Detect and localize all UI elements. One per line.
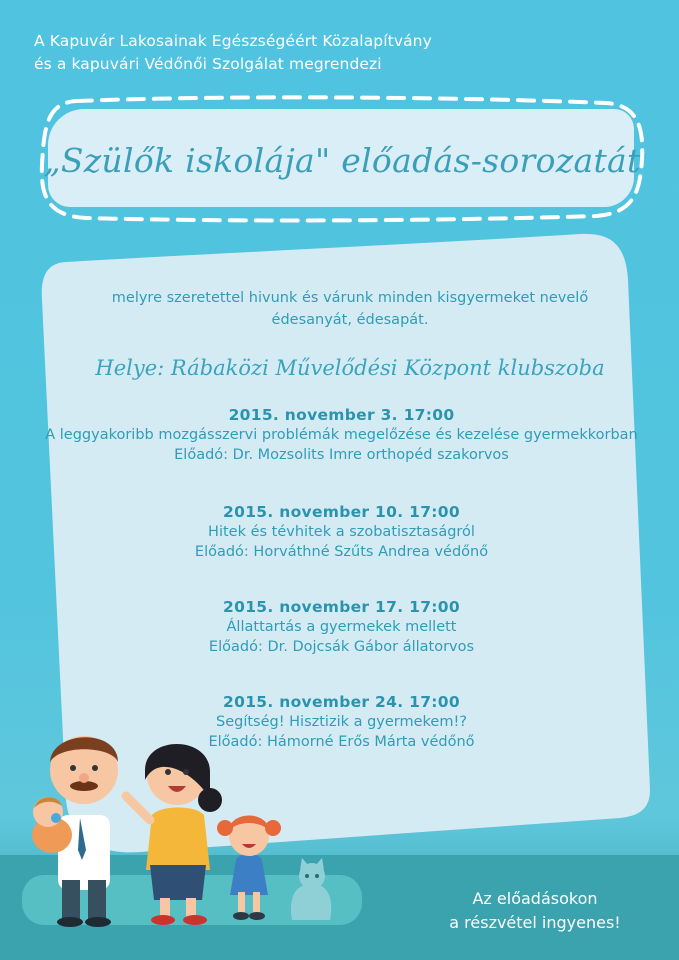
free-line-2: a részvétel ingyenes! xyxy=(449,913,621,932)
event-topic: Állattartás a gyermekek mellett xyxy=(226,619,457,635)
organizer-line-1: A Kapuvár Lakosainak Egészségéért Közalapítvány xyxy=(34,32,432,50)
intro-line-1: melyre szeretettel hivunk és várunk minden kisgyermeket nevelő xyxy=(111,290,589,306)
family-illustration xyxy=(0,700,360,940)
mother-figure xyxy=(126,744,222,925)
event-speaker: Előadó: Dr. Dojcsák Gábor állatorvos xyxy=(208,639,475,655)
event-item xyxy=(20,405,663,465)
event-topic: A leggyakoribb mozgásszervi problémák megelőzése és kezelése gyermekkorban xyxy=(45,427,638,443)
intro-line-2: édesanyát, édesapát. xyxy=(271,312,429,328)
event-topic: Hitek és tévhitek a szobatisztaságról xyxy=(208,524,475,540)
series-title: „Szülők iskolája" előadás-sorozatát xyxy=(43,141,641,180)
intro-text xyxy=(90,287,610,331)
girl-figure xyxy=(217,816,281,921)
venue: Helye: Rábaközi Művelődési Központ klubszoba xyxy=(95,356,605,380)
cat-figure xyxy=(291,858,331,920)
event-topic: Segítség! Hisztizik a gyermekem!? xyxy=(216,714,467,730)
event-speaker: Előadó: Dr. Mozsolits Imre orthopéd szakorvos xyxy=(174,447,509,463)
event-date: 2015. november 17. 17:00 xyxy=(223,598,460,616)
free-line-1: Az előadásokon xyxy=(472,889,598,908)
event-date: 2015. november 3. 17:00 xyxy=(228,406,455,424)
event-item xyxy=(20,597,663,657)
event-speaker: Előadó: Horváthné Szűts Andrea védőnő xyxy=(194,544,489,560)
baby-figure xyxy=(32,797,72,853)
event-item xyxy=(20,502,663,562)
free-admission-note xyxy=(405,887,665,935)
event-date: 2015. november 24. 17:00 xyxy=(223,693,460,711)
organizer-line-2: és a kapuvári Védőnői Szolgálat megrendezi xyxy=(34,55,382,73)
event-date: 2015. november 10. 17:00 xyxy=(223,503,460,521)
event-speaker: Előadó: Hámorné Erős Márta védőnő xyxy=(208,734,475,750)
